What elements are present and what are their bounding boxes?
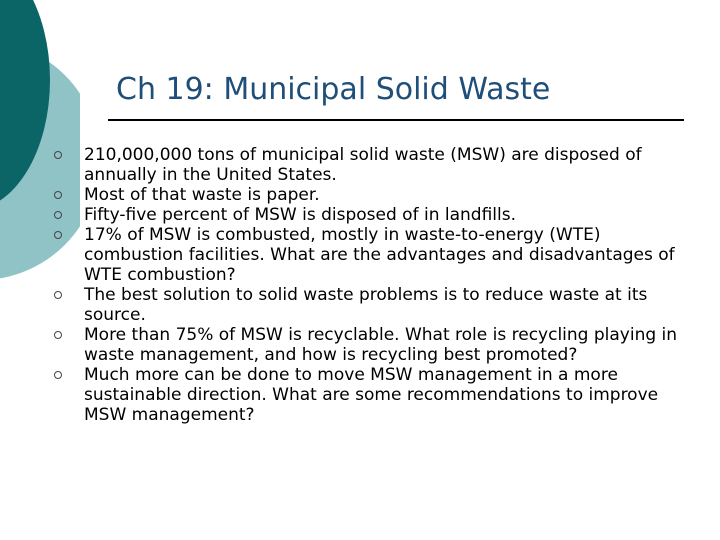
bullet-list	[52, 145, 692, 425]
hollow-circle-bullet-icon	[54, 151, 62, 159]
bullet-text: Much more can be done to move MSW management in a more sustainable direction. What are some recommendations to improve MSW management?	[84, 365, 659, 425]
slide-title: Ch 19: Municipal Solid Waste	[116, 72, 551, 107]
bullet-text: More than 75% of MSW is recyclable. What role is recycling playing in waste management, and how is recycling best promoted?	[84, 325, 678, 365]
bullet-text: 210,000,000 tons of municipal solid waste (MSW) are disposed of annually in the United States.	[84, 145, 642, 185]
bullet-item	[52, 285, 692, 325]
bullet-item	[52, 225, 692, 285]
bullet-text: Fifty-five percent of MSW is disposed of in landfills.	[84, 205, 516, 225]
bullet-text: 17% of MSW is combusted, mostly in waste-to-energy (WTE) combustion facilities. What are the advantages and disadvantages of WTE combustion?	[84, 225, 675, 285]
bullet-item	[52, 325, 692, 365]
title-underline	[108, 119, 684, 121]
bullet-text: Most of that waste is paper.	[84, 185, 320, 205]
bullet-item	[52, 185, 692, 205]
hollow-circle-bullet-icon	[54, 331, 62, 339]
bullet-text: The best solution to solid waste problems is to reduce waste at its source.	[84, 285, 648, 325]
hollow-circle-bullet-icon	[54, 371, 62, 379]
hollow-circle-bullet-icon	[54, 231, 62, 239]
bullet-item	[52, 145, 692, 185]
bullet-item	[52, 205, 692, 225]
hollow-circle-bullet-icon	[54, 211, 62, 219]
bullet-item	[52, 365, 692, 425]
hollow-circle-bullet-icon	[54, 191, 62, 199]
hollow-circle-bullet-icon	[54, 291, 62, 299]
